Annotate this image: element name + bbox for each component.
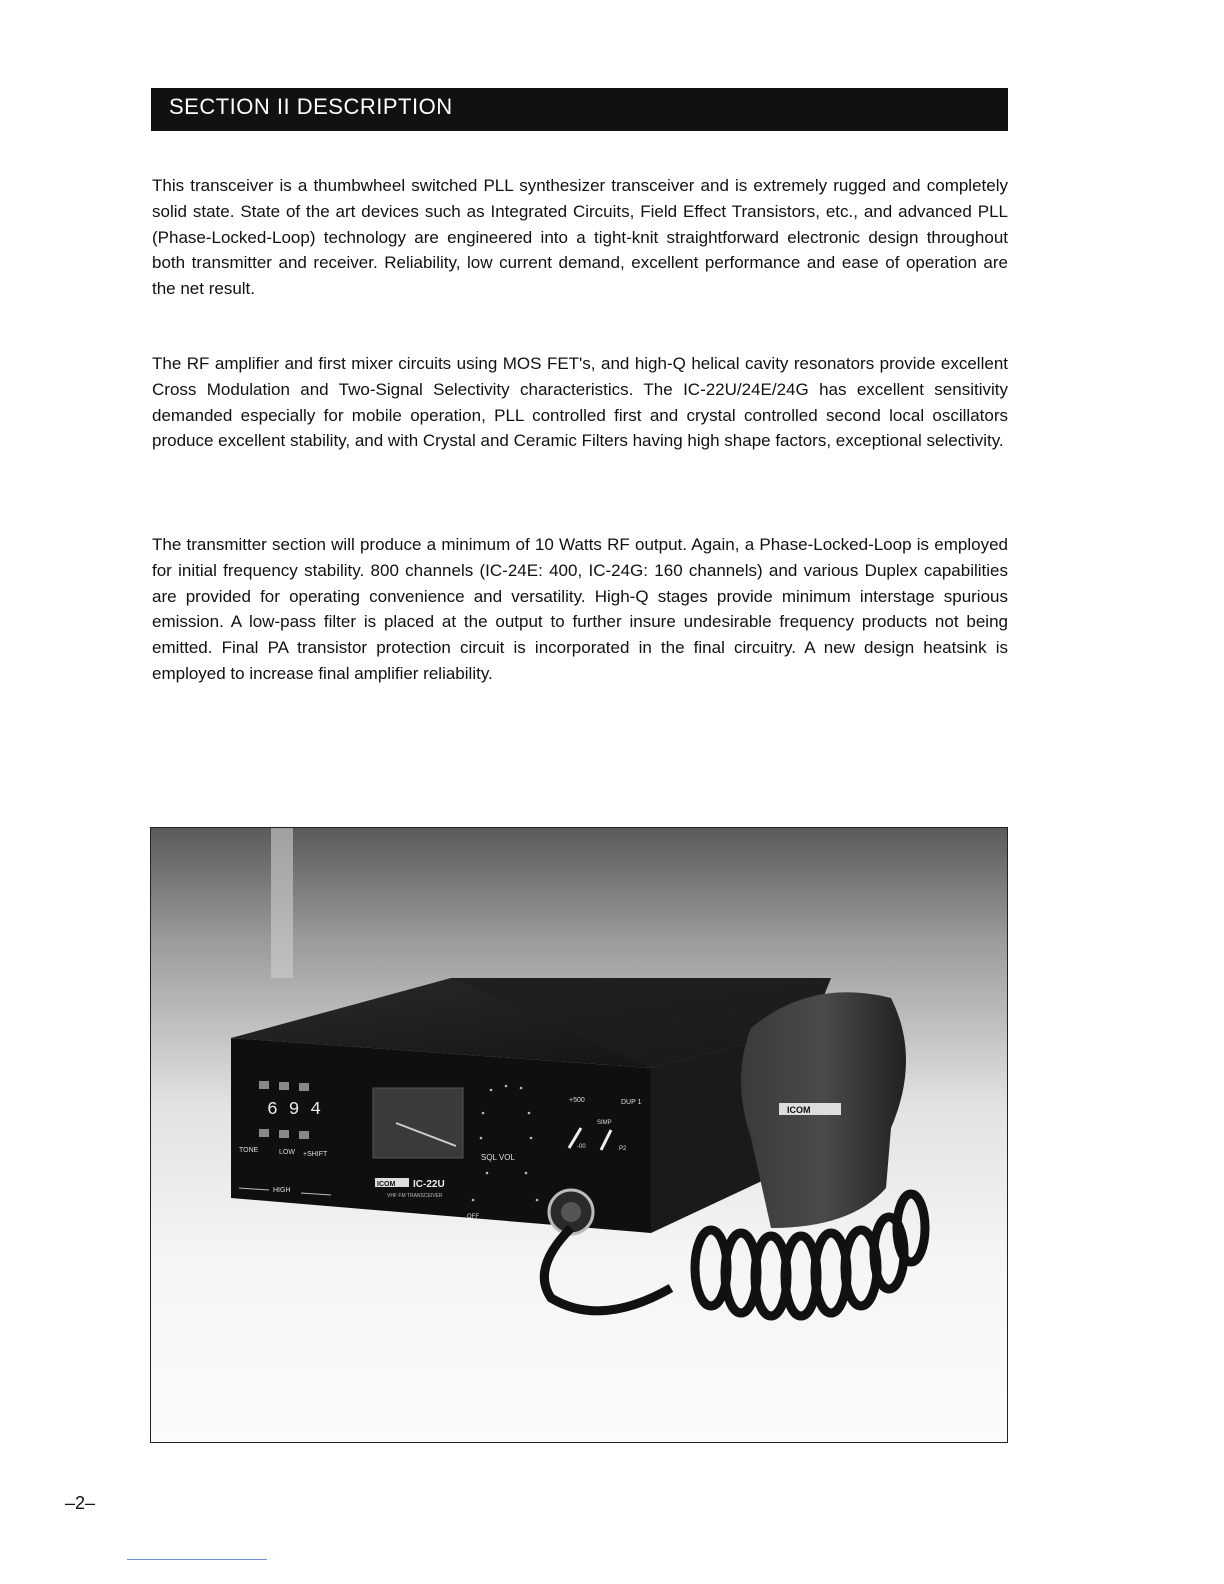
model-subtitle: VHF FM TRANSCEIVER	[387, 1193, 443, 1199]
label-dup: DUP 1	[621, 1099, 642, 1106]
transceiver-photo	[150, 827, 1008, 1443]
paragraph-transmitter: The transmitter section will produce a minimum of 10 Watts RF output. Again, a Phase-Locked-Loop is employed for initial frequency stability. 800 channels (IC-24E: 400, IC-24G: 160 channels) and various Duplex capabilities are provided for operating convenience and versatility. High-Q stages provide minimum interstage spurious emission. A low-pass filter is placed at the output to further insure undesirable frequency products not being emitted. Final PA transistor protection circuit is incorporated in the final circuitry. A new design heatsink is employed to increase final amplifier reliability.	[152, 535, 1008, 683]
section-header	[151, 88, 1008, 131]
paragraph-receiver: The RF amplifier and first mixer circuits using MOS FET's, and high-Q helical cavity resonators provide excellent Cross Modulation and Two-Signal Selectivity characteristics. The IC-22U/24E/24G has excellent sensitivity demanded especially for mobile operation, PLL controlled first and crystal controlled second local oscillators produce excellent stability, and with Crystal and Ceramic Filters having high shape factors, exceptional selectivity.	[152, 354, 1008, 451]
label-simp: SIMP	[597, 1120, 612, 1126]
model-name: IC-22U	[413, 1179, 445, 1190]
transceiver-illustration	[151, 828, 1007, 1442]
label-shift: +SHIFT	[303, 1151, 328, 1158]
label-p2: P2	[619, 1146, 627, 1152]
label-tone: TONE	[239, 1147, 259, 1154]
signal-meter	[373, 1088, 463, 1158]
page-number: –2–	[65, 1493, 96, 1513]
brand-logo: ICOM	[377, 1181, 396, 1188]
light-streak	[271, 828, 293, 978]
channel-digits: 6 9 4	[267, 1100, 322, 1120]
label-500: +500	[569, 1097, 585, 1104]
label-600: -00	[577, 1144, 586, 1150]
label-off: OFF	[467, 1214, 479, 1220]
mic-brand-logo: ICOM	[787, 1105, 811, 1115]
label-low: LOW	[279, 1149, 295, 1156]
label-sql-vol: SQL VOL	[481, 1153, 515, 1162]
label-high: HIGH	[273, 1187, 291, 1194]
section-title: SECTION II DESCRIPTION	[169, 94, 453, 119]
paragraph-overview: This transceiver is a thumbwheel switched PLL synthesizer transceiver and is extremely rugged and completely solid state. State of the art devices such as Integrated Circuits, Field Effect Transistors, etc., and advanced PLL (Phase-Locked-Loop) technology are engineered into a tight-knit straightforward electronic design throughout both transmitter and receiver. Reliability, low current demand, excellent performance and ease of operation are the net result.	[152, 176, 1008, 299]
footer-divider	[127, 1559, 267, 1560]
